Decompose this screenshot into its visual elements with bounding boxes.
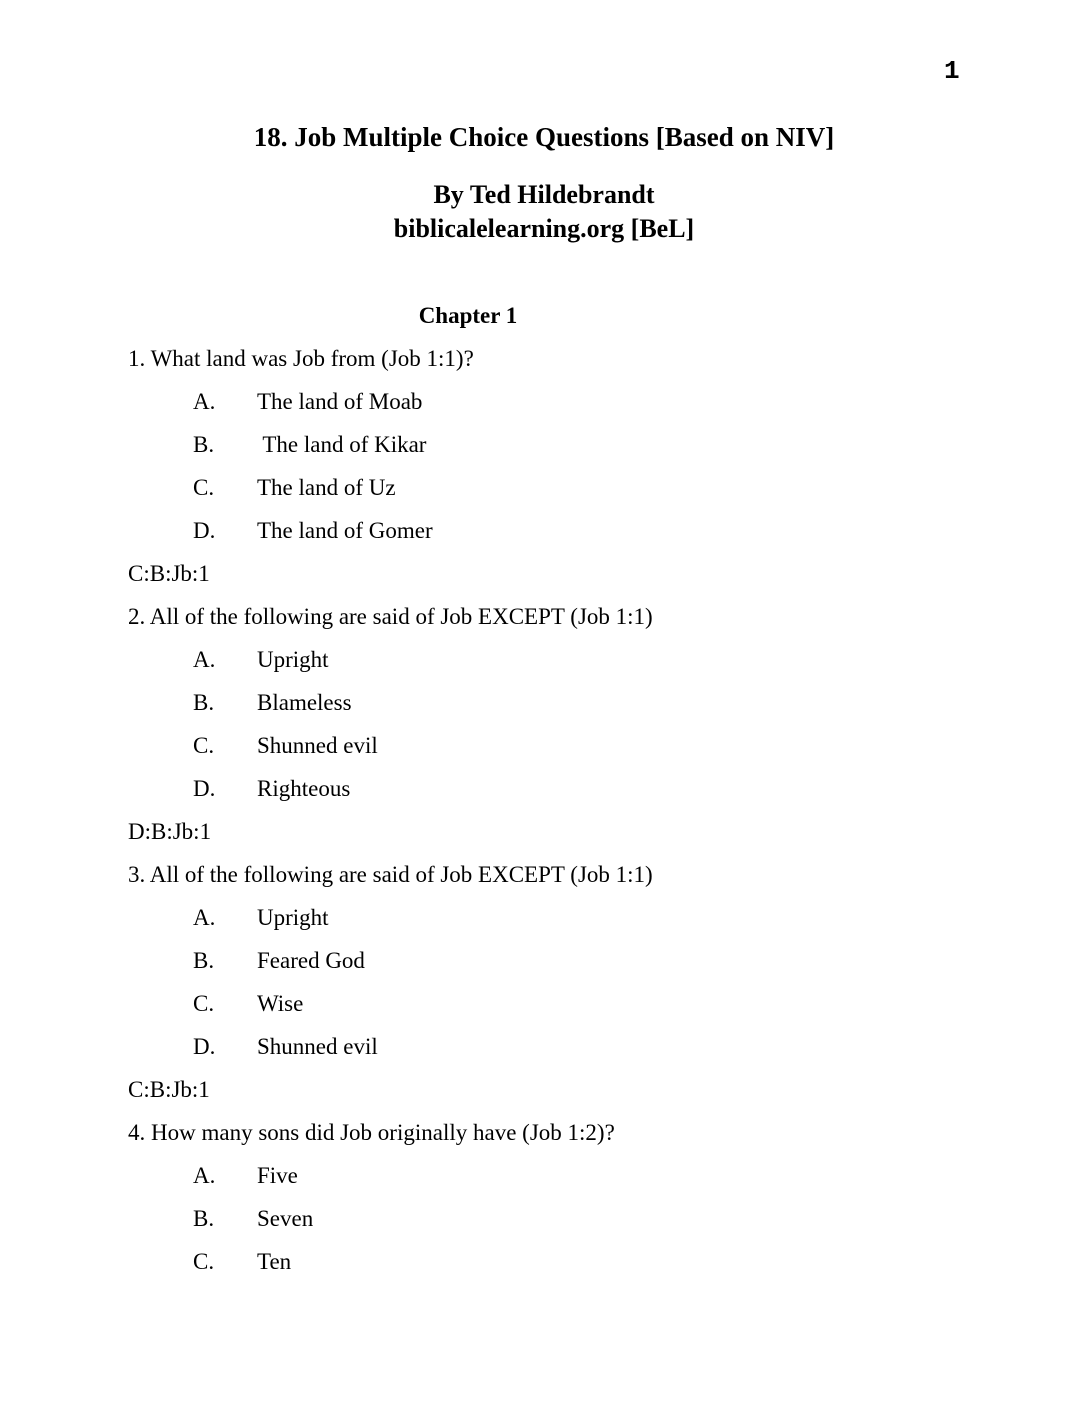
option-letter: C. [193, 1249, 215, 1274]
option-text: Seven [257, 1206, 314, 1231]
answer-option [0, 896, 1088, 939]
option-letter: A. [193, 389, 216, 414]
option-letter: B. [193, 690, 215, 715]
option-letter: B. [193, 1206, 215, 1231]
option-text: Shunned evil [257, 1034, 378, 1059]
option-letter: A. [193, 1163, 216, 1188]
site-line: biblicalelearning.org [BeL] [393, 214, 695, 243]
answer-option [0, 638, 1088, 681]
option-text: Five [257, 1163, 298, 1188]
option-text: The land of Uz [257, 475, 396, 500]
option-letter: B. [193, 948, 215, 973]
question-text: 3. All of the following are said of Job EXCEPT (Job 1:1) [128, 862, 653, 887]
option-letter: B. [193, 432, 215, 457]
question-block [0, 1111, 1088, 1283]
answer-option [0, 423, 1088, 466]
option-text: Upright [257, 647, 329, 672]
option-text: Righteous [257, 776, 351, 801]
answer-option [0, 466, 1088, 509]
question-text: 2. All of the following are said of Job EXCEPT (Job 1:1) [128, 604, 653, 629]
option-letter: C. [193, 733, 215, 758]
question-block [0, 337, 1088, 595]
option-text: Ten [257, 1249, 292, 1274]
answer-option [0, 767, 1088, 810]
question-text: 1. What land was Job from (Job 1:1)? [128, 346, 474, 371]
option-text: The land of Gomer [257, 518, 433, 543]
option-letter: C. [193, 475, 215, 500]
question-block [0, 853, 1088, 1111]
answer-option [0, 1025, 1088, 1068]
answer-option [0, 982, 1088, 1025]
option-text: Shunned evil [257, 733, 378, 758]
answer-option [0, 1154, 1088, 1197]
answer-key: D:B:Jb:1 [128, 819, 212, 844]
answer-option [0, 1197, 1088, 1240]
option-text: Wise [257, 991, 304, 1016]
document-title: 18. Job Multiple Choice Questions [Based on NIV] [253, 122, 835, 152]
option-letter: A. [193, 647, 216, 672]
answer-option [0, 509, 1088, 552]
option-letter: D. [193, 776, 216, 801]
document-body [0, 294, 1088, 1283]
option-letter: D. [193, 518, 216, 543]
author-byline: By Ted Hildebrandt [433, 180, 655, 209]
option-text: Blameless [257, 690, 352, 715]
answer-option [0, 1240, 1088, 1283]
option-text: Upright [257, 905, 329, 930]
answer-option [0, 724, 1088, 767]
option-letter: D. [193, 1034, 216, 1059]
chapter-heading: Chapter 1 [418, 303, 518, 328]
option-letter: C. [193, 991, 215, 1016]
option-letter: A. [193, 905, 216, 930]
option-text: Feared God [257, 948, 365, 973]
answer-key: C:B:Jb:1 [128, 561, 210, 586]
answer-option [0, 681, 1088, 724]
question-text: 4. How many sons did Job originally have (Job 1:2)? [128, 1120, 615, 1145]
byline-block [0, 178, 1088, 246]
answer-key: C:B:Jb:1 [128, 1077, 210, 1102]
question-block [0, 595, 1088, 853]
option-text: The land of Moab [257, 389, 423, 414]
option-text: The land of Kikar [257, 432, 427, 457]
answer-option [0, 380, 1088, 423]
answer-option [0, 939, 1088, 982]
page-number: 1 [944, 56, 960, 86]
